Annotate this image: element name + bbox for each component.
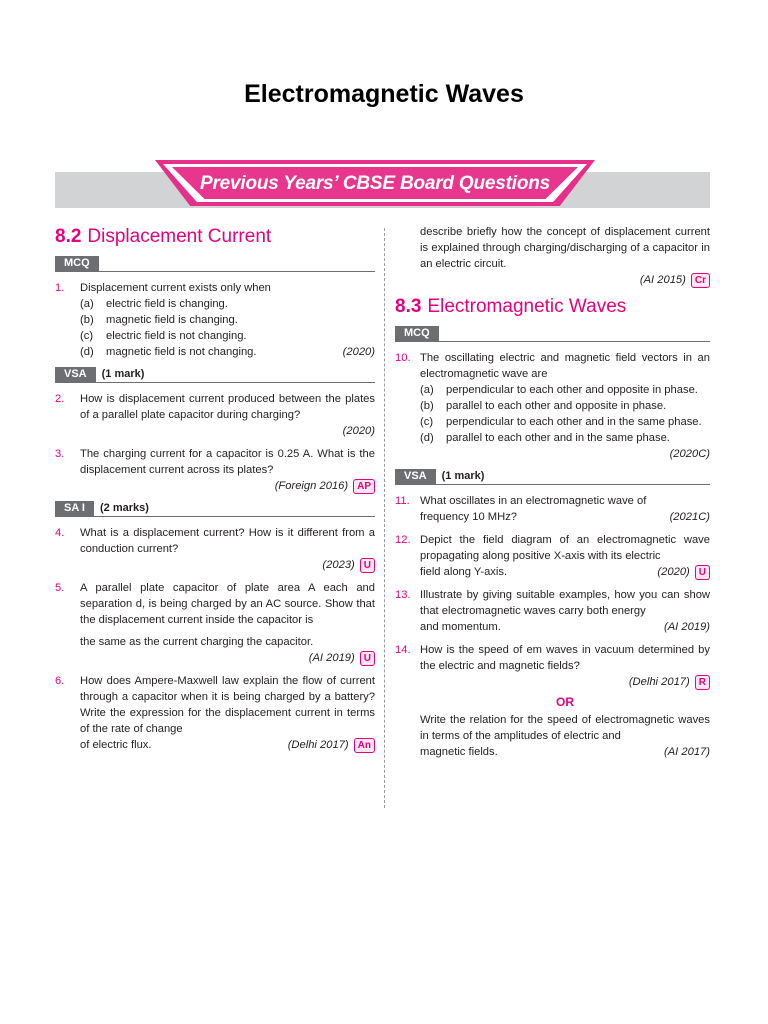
sa-header [55,501,375,517]
option-letter: (d) [420,432,434,444]
year-label: (AI 2019) [663,621,710,633]
year-label: (2020C) [669,448,710,460]
difficulty-badge-icon: R [695,675,710,690]
question-text: How is displacement current produced between the plates of a parallel plate capacitor during charging? [80,393,375,421]
section-number: 8.3 [395,296,422,317]
year-label: (AI 2015) [639,274,686,286]
question-text: A parallel plate capacitor of plate area A each and separation d, is being charged by an AC source. Show that the displacement current inside the capacitor is [80,582,375,626]
question-text: The oscillating electric and magnetic field vectors in an electromagnetic wave are [420,352,710,380]
difficulty-badge-icon: U [360,651,375,666]
vsa-tag: VSA [55,367,96,382]
option-letter: (a) [420,384,434,396]
option-c [80,328,375,344]
question-text: Displacement current exists only when [80,282,271,294]
page-title: Electromagnetic Waves [244,80,524,108]
question-number: 14. [395,644,411,656]
question-text: What oscillates in an electromagnetic wave of [420,495,647,507]
question-number: 5. [55,582,65,594]
section-heading-8-2 [55,224,375,250]
question-text: How is the speed of em waves in vacuum determined by the electric and magnetic fields? [420,644,710,672]
difficulty-badge-icon: U [695,565,710,580]
right-column [395,224,710,767]
vsa-header [395,469,710,485]
question-11 [395,493,710,525]
option-a [80,296,375,312]
sa-tag: SA I [55,501,94,516]
option-text: magnetic field is not changing. [106,346,257,358]
option-d [420,430,710,446]
year-label: (Foreign 2016) [274,480,349,492]
year-label: (AI 2017) [663,746,710,758]
vsa-tag: VSA [395,469,436,484]
option-a [420,382,710,398]
marks-note: (1 mark) [101,368,145,380]
question-number: 3. [55,448,65,460]
section-title: Electromagnetic Waves [427,296,627,317]
question-number: 13. [395,589,411,601]
option-text: magnetic field is changing. [106,314,238,326]
option-text: perpendicular to each other and opposite in phase. [446,384,698,396]
question-5-continued [80,634,375,666]
question-text-continued: describe briefly how the concept of displacement current is explained through charging/discharging of a capacitor in an electric circuit. [420,226,710,270]
question-text-last-line: magnetic fields. [420,746,498,758]
question-text: Illustrate by giving suitable examples, how you can show that electromagnetic waves carry both energy [420,589,710,617]
banner-title: Previous Years’ CBSE Board Questions [199,173,551,194]
difficulty-badge-icon: An [354,738,375,753]
question-5 [55,580,375,628]
option-letter: (c) [420,416,434,428]
question-text: The charging current for a capacitor is 0.25 A. What is the displacement current across its plates? [80,448,375,476]
difficulty-badge-icon: Cr [691,273,710,288]
option-letter: (a) [80,298,94,310]
difficulty-badge-icon: U [360,558,375,573]
column-divider [384,228,385,808]
option-b [80,312,375,328]
section-number: 8.2 [55,226,82,247]
question-text-last-line: of electric flux. [80,739,152,751]
option-text: parallel to each other and opposite in phase. [446,400,667,412]
option-d [80,344,375,360]
question-9-continued [420,224,710,288]
question-number: 6. [55,675,65,687]
difficulty-badge-icon: AP [353,479,375,494]
question-text-last-line: frequency 10 MHz? [420,511,518,523]
year-label: (Delhi 2017) [287,739,349,751]
question-14 [395,642,710,760]
question-text-last-line: field along Y-axis. [420,566,508,578]
year-label: (AI 2019) [308,652,355,664]
option-letter: (b) [80,314,94,326]
question-text: How does Ampere-Maxwell law explain the flow of current through a capacitor when it is being charged by a battery? Write the expression for the displacement current in terms of the rate of change [80,675,375,735]
year-label: (2023) [322,559,355,571]
question-text: Depict the field diagram of an electromagnetic wave propagating along positive X-axis with its electric [420,534,710,562]
question-text: What is a displacement current? How is it different from a conduction current? [80,527,375,555]
question-3 [55,446,375,494]
question-text-alternate: Write the relation for the speed of electromagnetic waves in terms of the amplitudes of electric and [420,714,710,742]
mcq-tag: MCQ [395,326,439,341]
option-b [420,398,710,414]
question-2 [55,391,375,439]
question-number: 1. [55,282,65,294]
mcq-header [395,326,710,342]
mcq-tag: MCQ [55,256,99,271]
year-label: (2020) [657,566,690,578]
marks-note: (2 marks) [100,502,149,514]
option-text: electric field is changing. [106,298,228,310]
question-number: 4. [55,527,65,539]
section-title: Displacement Current [87,226,272,247]
year-label: (2021C) [669,511,710,523]
year-label: (2020) [342,346,375,358]
question-number: 10. [395,352,411,364]
or-separator: OR [556,695,574,709]
question-1 [55,280,375,360]
marks-note: (1 mark) [441,470,485,482]
question-13 [395,587,710,635]
option-text: perpendicular to each other and in the same phase. [446,416,702,428]
option-text: parallel to each other and in the same phase. [446,432,670,444]
question-number: 12. [395,534,411,546]
question-12 [395,532,710,580]
year-label: (Delhi 2017) [628,676,690,688]
vsa-header [55,367,375,383]
question-number: 2. [55,393,65,405]
question-text-last-line: and momentum. [420,621,501,633]
option-letter: (b) [420,400,434,412]
option-letter: (d) [80,346,94,358]
left-column [55,224,375,760]
question-number: 11. [395,495,410,507]
year-label: (2020) [342,425,375,437]
option-c [420,414,710,430]
option-text: electric field is not changing. [106,330,247,342]
section-heading-8-3 [395,294,710,320]
option-letter: (c) [80,330,94,342]
question-10 [395,350,710,462]
question-6 [55,673,375,753]
mcq-header [55,256,375,272]
question-text-continued: the same as the current charging the capacitor. [80,636,314,648]
question-4 [55,525,375,573]
